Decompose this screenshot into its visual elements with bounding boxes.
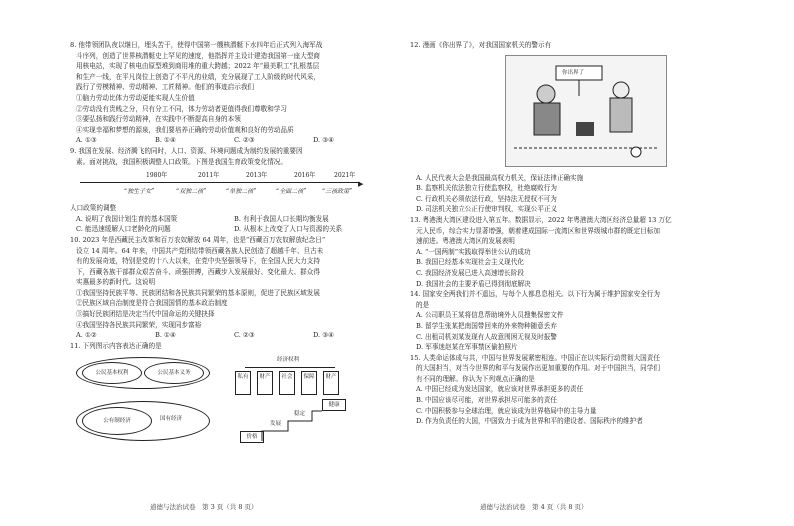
question-15: [410, 353, 730, 427]
q10-line: 10. 2023 年是西藏民主改革和百万农奴解放 64 周年，也是“西藏百万农奴解放纪念日”: [70, 235, 326, 244]
q8-option-b[interactable]: B. ①④: [155, 136, 176, 145]
timeline-year: 1980年: [146, 172, 168, 180]
q9-options-row: [70, 214, 392, 225]
q14-option-b[interactable]: B. 留学生张某把南国带回来的外来物种随意丢弃: [416, 321, 557, 330]
q15-line: 的大国担当，对当今世界的和平与发展作出更加重要的作用。对于中国担当，同学们: [416, 364, 660, 373]
q15-option-b[interactable]: B. 中国应该尽可能，对世界承担尽可能多的责任: [416, 396, 557, 405]
timeline-year: 2016年: [294, 172, 316, 180]
diagram-c-item-text: 财产: [259, 374, 271, 381]
diagram-a-rights: 公民基本权利: [82, 362, 142, 384]
timeline-event: “单独二孩”: [226, 188, 257, 196]
q14-line: 14. 国家安全两我们并不遥远，与每个人都息息相关。以下行为属于维护国家安全行为: [410, 290, 660, 299]
diagram-b-public: 公有制经济: [82, 407, 152, 435]
q9-options-row: [70, 224, 392, 235]
diagram-c-item: [301, 371, 317, 395]
q9-stem: 人口政策的调整: [70, 204, 117, 213]
right-footer: 道德与法治试卷 第 4 页（共 8 页）: [480, 503, 588, 511]
diagram-c-root: 经济权利: [268, 355, 308, 365]
diagram-a-duties: 公民基本义务: [144, 362, 204, 384]
q11-stem: 11. 下列图示内容表达正确的是: [70, 341, 162, 350]
question-13: [410, 215, 730, 289]
diagram-d-step: 发展: [270, 421, 282, 428]
q9-option-c[interactable]: C. 能迅速缓解人口老龄化的问题: [76, 225, 171, 234]
question-8: [70, 40, 392, 146]
timeline-event: “双独二孩”: [176, 188, 207, 196]
q15-line: 有不同的理解。你认为下列观点正确的是: [416, 374, 535, 383]
q9-option-d[interactable]: D. 从根本上改变了人口与资源的关系: [234, 225, 343, 234]
diagram-d-step: 价格: [240, 431, 264, 443]
question-12: [410, 40, 730, 215]
diagram-c-item-text: 社会: [281, 374, 293, 381]
q10-item: ②民族区域自治制度是符合我国国情的基本政治制度: [76, 299, 228, 308]
q9-option-a[interactable]: A. 说明了我国计划生育的基本国策: [76, 214, 178, 223]
q8-line: 用核电站，实现了核电由原型堆到商用堆的重大跨越；2022 年“最美职工”扎根基层: [76, 62, 320, 71]
timeline-event: “全面二孩”: [276, 188, 307, 196]
q9-option-b[interactable]: B. 有利于我国人口长期均衡发展: [234, 214, 329, 223]
q15-option-a[interactable]: A. 中国已经成为发达国家，就应该对世界承担更多的责任: [416, 385, 584, 394]
diagram-c-branch: [245, 367, 335, 368]
diagram-d-step: 健康: [322, 399, 346, 411]
cartoon-caption: 你出界了: [562, 69, 585, 76]
q13-option-a[interactable]: A. “一国两制”实践取得举世公认的成功: [416, 247, 531, 256]
timeline-arrow-icon: ▶: [358, 180, 364, 189]
q12-option-c[interactable]: C. 行政机关必须依法行政，坚持法无授权不可为: [416, 194, 557, 203]
timeline-axis: [80, 182, 360, 183]
q14-line: 的是: [416, 300, 430, 309]
diagram-c-item-text: 保障: [303, 374, 315, 381]
q13-option-b[interactable]: B. 我国已经基本实现社会主义现代化: [416, 258, 524, 267]
cartoon-illustration: [506, 56, 666, 166]
q10-item: ①我国坚持民族平等、民族团结和各民族共同繁荣的基本原则，促进了民族区域发展: [76, 288, 320, 297]
question-9: [70, 146, 392, 235]
timeline-year: 2021年: [334, 172, 356, 180]
q9-line: 素。面对挑战，我国积极调整人口政策。下图是我国生育政策变化情况。: [76, 157, 287, 166]
q10-line: 有的发展奇迹，特别是党的十八大以来，在党中央坚强领导下，在全国人民大力支持: [76, 257, 320, 266]
q8-line: 8. 他带领团队夜以继日，埋头苦干，使得中国第一艘核潜艇下水四年后正式列入海军战: [70, 41, 323, 49]
diagram-d-stairs: [238, 403, 348, 445]
q8-item: ②劳动没有贵贱之分，只有分工不同，体力劳动者更值得我们尊敬和学习: [76, 104, 287, 113]
timeline-event: “独生子女”: [124, 188, 155, 196]
q14-option-a[interactable]: A. 公司职员王某将信息帮助境外人员搜集保密文件: [416, 311, 564, 320]
q8-option-c[interactable]: C. ②③: [234, 136, 255, 145]
q11-diagrams: [70, 353, 392, 445]
q8-option-a[interactable]: A. ①③: [76, 136, 97, 145]
q13-line: 元人民币，综合实力显著增强，朝着建成国际一流湾区和世界级城市群的既定目标加: [416, 226, 660, 235]
q12-option-b[interactable]: B. 监察机关依法独立行使监察权，杜绝腐败行为: [416, 184, 557, 193]
q10-option-c[interactable]: C. ②③: [234, 331, 255, 340]
policy-timeline: [76, 168, 392, 202]
q8-item: ①脑力劳动比体力劳动更能实现人生价值: [76, 93, 195, 102]
timeline-event: “三孩政策”: [322, 188, 353, 196]
q12-stem: 12. 漫画《你出界了》，对我国国家机关的警示有: [410, 41, 552, 49]
q8-line: 践行了劳模精神、劳动精神、工匠精神。他们的事迹启示我们: [76, 83, 255, 92]
q8-line: 斗序列，创造了世界核潜艇史上罕见的速度，他指挥并主设计建造我国第一座大型商: [76, 51, 320, 60]
q8-options: [70, 135, 392, 146]
q10-option-b[interactable]: B. ①④: [155, 331, 176, 340]
q10-line: 实惠最多的新时代。这说明: [76, 278, 156, 287]
question-14: [410, 289, 730, 353]
q13-option-c[interactable]: C. 我国经济发展已进入高速增长阶段: [416, 268, 524, 277]
diagram-c-item: [257, 371, 273, 395]
q12-option-d[interactable]: D. 司法机关独立公正行使审判权，实现公平正义: [416, 205, 558, 214]
q15-line: 15. 人类命运体成与共，中国与世界发展紧密相连。中国正在以实际行动贯彻大国责任: [410, 353, 660, 362]
right-column: [410, 40, 730, 427]
diagram-b-state: 国有经济: [160, 416, 183, 423]
timeline-year: 2013年: [246, 172, 268, 180]
timeline-year: 2011年: [198, 172, 220, 180]
q14-option-d[interactable]: D. 军事迷赵某在军事禁区偷拍照片: [416, 343, 518, 352]
question-11: [70, 341, 392, 446]
q15-option-c[interactable]: C. 中国积极参与全球治理，就应该成为世界格局中的主导力量: [416, 406, 597, 415]
diagram-d-step: 稳定: [294, 411, 306, 418]
diagram-c-item: [279, 371, 295, 395]
q10-option-d[interactable]: D. ③④: [313, 331, 335, 340]
diagram-c-item: [235, 371, 251, 395]
q10-options: [70, 330, 392, 341]
q14-option-c[interactable]: C. 出租司机刘某发现有人故意围困无视及时报警: [416, 332, 557, 341]
q8-line: 和生产一线，在平凡岗位上创造了不平凡的业绩，充分展现了工人阶级的时代风采，: [76, 72, 320, 81]
q8-option-d[interactable]: D. ③④: [313, 136, 335, 145]
q10-option-a[interactable]: A. ①②: [76, 331, 97, 340]
diagram-c-item: [323, 371, 339, 395]
left-footer: 道德与法治试卷 第 3 页（共 8 页）: [150, 503, 258, 511]
cartoon-image: [505, 55, 667, 167]
q13-line: 速前进。粤港澳大湾区的发展表明: [416, 237, 515, 246]
q8-item: ③要弘扬和践行劳动精神，在实践中不断提高自身的本领: [76, 115, 241, 124]
q15-option-d[interactable]: D. 作为负责任的大国，中国致力于成为世界和平的建设者、国际秩序的维护者: [416, 417, 643, 426]
diagram-c-item-text: 私有: [237, 374, 249, 381]
q13-option-d[interactable]: D. 我国社会的主要矛盾已得到彻底解决: [416, 279, 531, 288]
q13-line: 13. 粤港澳大湾区建设进入第五年。数据显示，2022 年粤港澳大湾区经济总量超 13 万亿: [410, 215, 672, 224]
q8-item: ④实现幸福和梦想的源泉，我们要培养正确的劳动价值观和良好的劳动品质: [76, 125, 294, 134]
left-column: [70, 40, 392, 445]
q12-option-a[interactable]: A. 人民代表大会是我国最高权力机关，保证法律正确实施: [416, 173, 584, 182]
q10-item: ③搞好民族团结是决定当代中国命运的关键抉择: [76, 310, 215, 319]
diagram-c-item-text: 财产: [325, 374, 337, 381]
q10-item: ④我国坚持各民族共同繁荣，实现同步富裕: [76, 320, 202, 329]
q10-line: 设立 14 周年。64 年来，中国共产党团结带领西藏各族人民创造了超越千年、旦古未: [76, 246, 324, 255]
question-10: [70, 235, 392, 341]
q9-line: 9. 我国在发展、经济腾飞的同时，人口、资源、环境问题成为制约发展的重要因: [70, 146, 303, 155]
q10-line: 下，西藏各族干部群众艰苦奋斗、顽强拼搏，西藏步入发展最好、变化最大、群众得: [76, 267, 320, 276]
